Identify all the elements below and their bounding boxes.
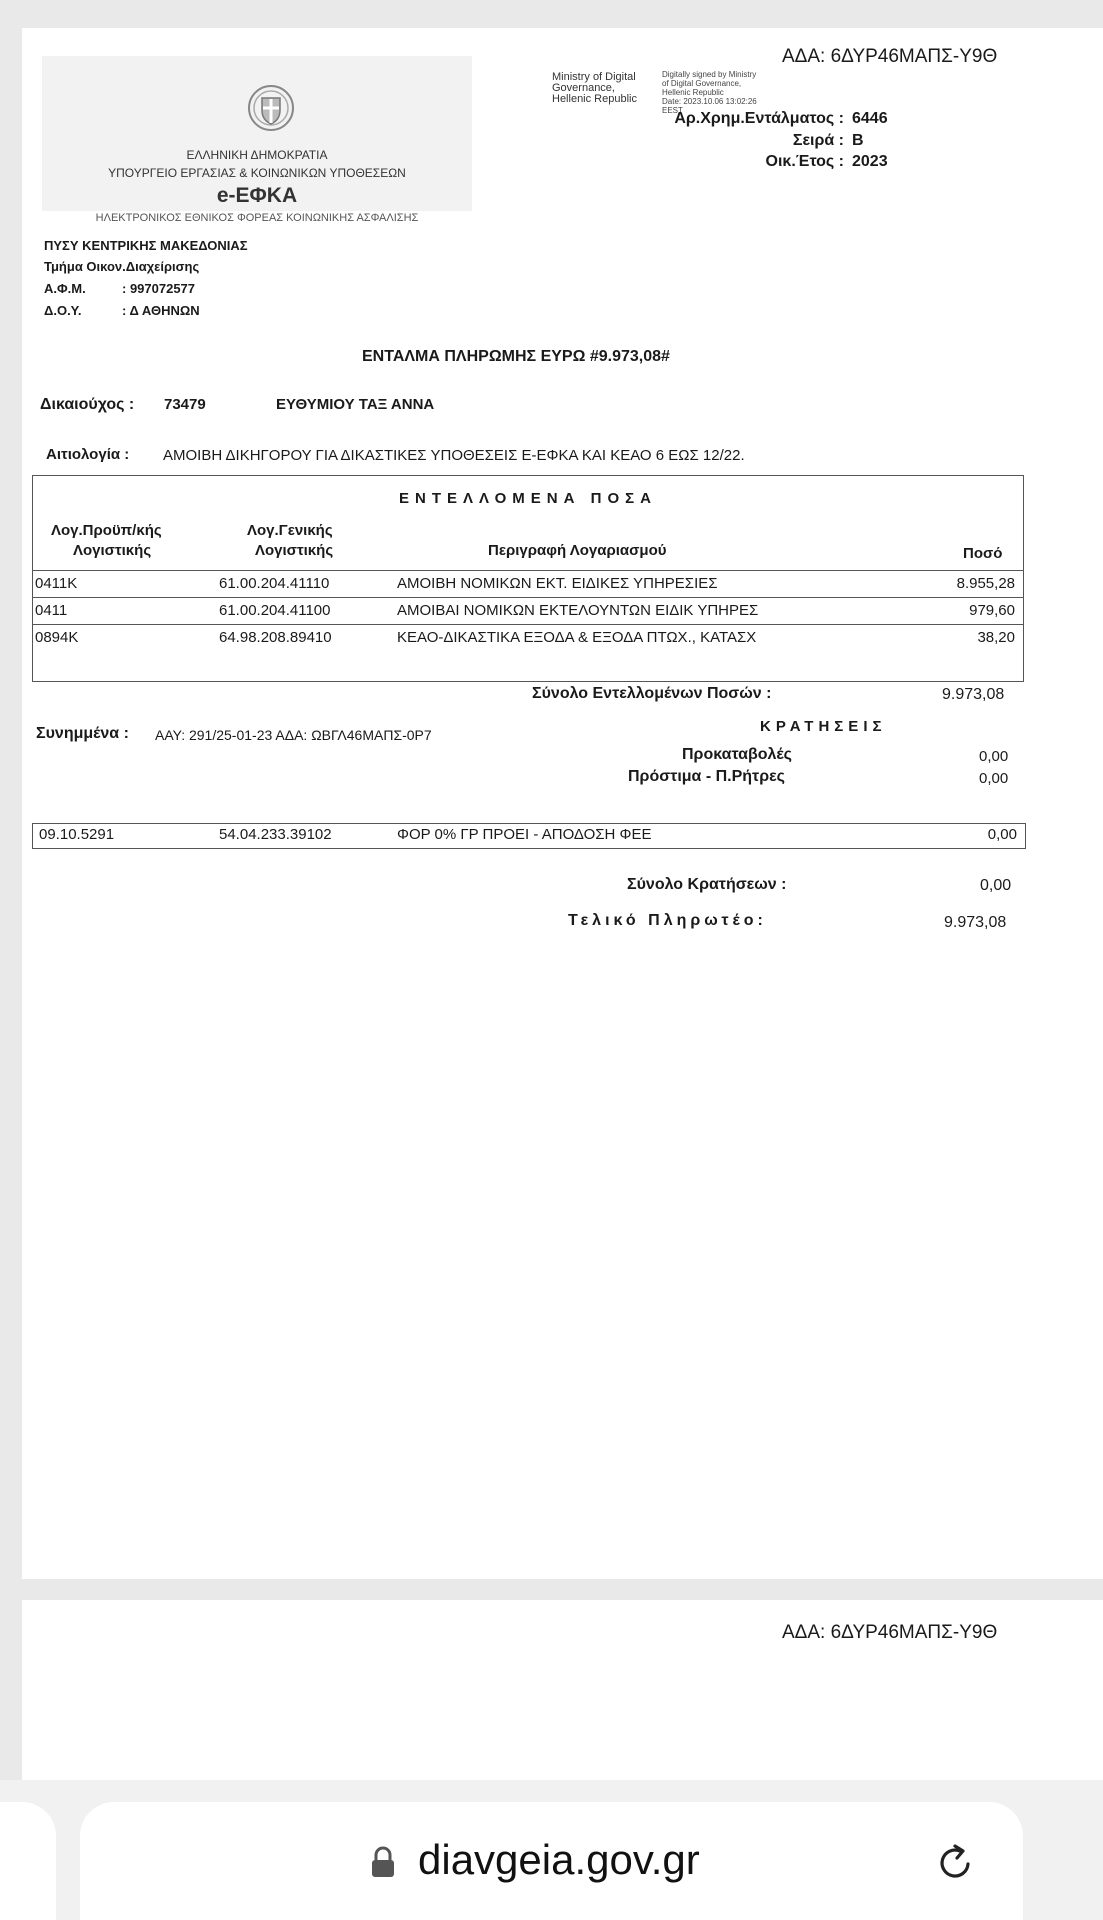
entalma-value: 6446: [852, 110, 888, 127]
entalma-label: Αρ.Χρημ.Εντάλματος :: [674, 110, 844, 127]
deduction-row: 09.10.5291 54.04.233.39102 ΦΟΡ 0% ΓΡ ΠΡΟΕΙ - ΑΠΟΔΟΣΗ ΦΕΕ 0,00: [32, 823, 1026, 849]
logo-republic: ΕΛΛΗΝΙΚΗ ΔΗΜΟΚΡΑΤΙΑ: [186, 148, 328, 162]
reload-icon[interactable]: [936, 1842, 976, 1882]
table-row: 0411Κ 61.00.204.41110 ΑΜΟΙΒΗ ΝΟΜΙΚΩΝ ΕΚΤ. ΕΙΔΙΚΕΣ ΥΠΗΡΕΣΙΕΣ 8.955,28: [33, 570, 1023, 597]
beneficiary-code: 73479: [164, 396, 206, 413]
greek-emblem-icon: [247, 80, 295, 136]
logo-brand: e-ΕΦΚΑ: [216, 184, 298, 207]
final-payable-value: 9.973,08: [944, 914, 1007, 931]
efka-logo: [42, 56, 472, 224]
document-page-2: [22, 1600, 1103, 1780]
logo-ministry: ΥΠΟΥΡΓΕΙΟ ΕΡΓΑΣΙΑΣ & ΚΟΙΝΩΝΙΚΩΝ ΥΠΟΘΕΣΕΩΝ: [108, 166, 406, 180]
reason-label: Αιτιολογία :: [46, 446, 130, 463]
issuer-dept: Τμήμα Οικον.Διαχείρισης: [44, 259, 200, 274]
document-title: ΕΝΤΑΛΜΑ ΠΛΗΡΩΜΗΣ ΕΥΡΩ #9.973,08#: [362, 348, 670, 365]
beneficiary-label: Δικαιούχος :: [40, 396, 135, 413]
etos-label: Οικ.Έτος :: [765, 153, 844, 170]
issuer-name: ΠΥΣΥ ΚΕΝΤΡΙΚΗΣ ΜΑΚΕΔΟΝΙΑΣ: [44, 238, 248, 253]
deductions-total-label: Σύνολο Κρατήσεων :: [627, 876, 787, 893]
attachments-label: Συνημμένα :: [36, 725, 129, 742]
reason-value: ΑΜΟΙΒΗ ΔΙΚΗΓΟΡΟΥ ΓΙΑ ΔΙΚΑΣΤΙΚΕΣ ΥΠΟΘΕΣΕΙΣ Ε-ΕΦΚΑ ΚΑΙ ΚΕΑΟ 6 ΕΩΣ 12/22.: [163, 447, 745, 464]
etos-value: 2023: [852, 153, 888, 170]
advances-value: 0,00: [979, 748, 1009, 765]
attachments-value: ΑΑΥ: 291/25-01-23 ΑΔΑ: ΩΒΓΛ46ΜΑΠΣ-0Ρ7: [155, 727, 432, 743]
ada-code: ΑΔΑ: 6ΔΥΡ46ΜΑΠΣ-Υ9Θ: [782, 46, 998, 67]
deductions-total-value: 0,00: [980, 877, 1012, 894]
doy-label: Δ.Ο.Υ.: [44, 303, 82, 318]
fines-label: Πρόστιμα - Π.Ρήτρες: [628, 768, 785, 785]
final-payable-label: Τελικό Πληρωτέο:: [568, 912, 767, 929]
afm-label: Α.Φ.Μ.: [44, 281, 86, 296]
afm-value: : 997072577: [122, 281, 196, 296]
table-heading: ΕΝΤΕΛΛΟΜΕΝΑ ΠΟΣΑ: [399, 490, 657, 507]
total-label: Σύνολο Εντελλομένων Ποσών :: [532, 685, 772, 702]
col-budget-header-1: Λογ.Προϋπ/κής: [51, 522, 162, 539]
signature-details: Digitally signed by Ministry of Digital Governance, Hellenic Republic Date: 2023.10.06 13:02:26 EEST: [662, 70, 757, 115]
url-text[interactable]: diavgeia.gov.gr: [418, 1836, 700, 1883]
col-amount-header: Ποσό: [963, 545, 1003, 562]
amounts-table: [32, 475, 1024, 682]
seira-label: Σειρά :: [792, 132, 844, 149]
table-row: 0411 61.00.204.41100 ΑΜΟΙΒΑΙ ΝΟΜΙΚΩΝ ΕΚΤΕΛΟΥΝΤΩΝ ΕΙΔΙΚ ΥΠΗΡΕΣ 979,60: [33, 597, 1023, 624]
col-budget-header-2: Λογιστικής: [73, 542, 152, 559]
col-description-header: Περιγραφή Λογαριασμού: [488, 542, 667, 559]
col-general-header-1: Λογ.Γενικής: [247, 522, 333, 539]
beneficiary-name: ΕΥΘΥΜΙΟΥ ΤΑΞ ΑΝΝΑ: [276, 396, 435, 413]
previous-tab[interactable]: [0, 1802, 56, 1920]
logo-subtitle: ΗΛΕΚΤΡΟΝΙΚΟΣ ΕΘΝΙΚΟΣ ΦΟΡΕΑΣ ΚΟΙΝΩΝΙΚΗΣ ΑΣΦΑΛΙΣΗΣ: [95, 212, 419, 224]
total-value: 9.973,08: [942, 686, 1005, 703]
fines-value: 0,00: [979, 770, 1009, 787]
seira-value: Β: [852, 132, 864, 149]
lock-icon: [370, 1846, 396, 1878]
address-bar[interactable]: [80, 1802, 1023, 1920]
ada-code-page2: ΑΔΑ: 6ΔΥΡ46ΜΑΠΣ-Υ9Θ: [782, 1622, 998, 1643]
table-row: 0894Κ 64.98.208.89410 ΚΕΑΟ-ΔΙΚΑΣΤΙΚΑ ΕΞΟΔΑ & ΕΞΟΔΑ ΠΤΩΧ., ΚΑΤΑΣΧ 38,20: [33, 624, 1023, 651]
col-general-header-2: Λογιστικής: [255, 542, 334, 559]
doy-value: : Δ ΑΘΗΝΩΝ: [122, 303, 200, 318]
signature-org: Ministry of Digital Governance, Hellenic Republic: [552, 71, 637, 105]
document-page: [22, 28, 1103, 1579]
deductions-title: ΚΡΑΤΗΣΕΙΣ: [760, 718, 887, 735]
advances-label: Προκαταβολές: [682, 746, 792, 763]
